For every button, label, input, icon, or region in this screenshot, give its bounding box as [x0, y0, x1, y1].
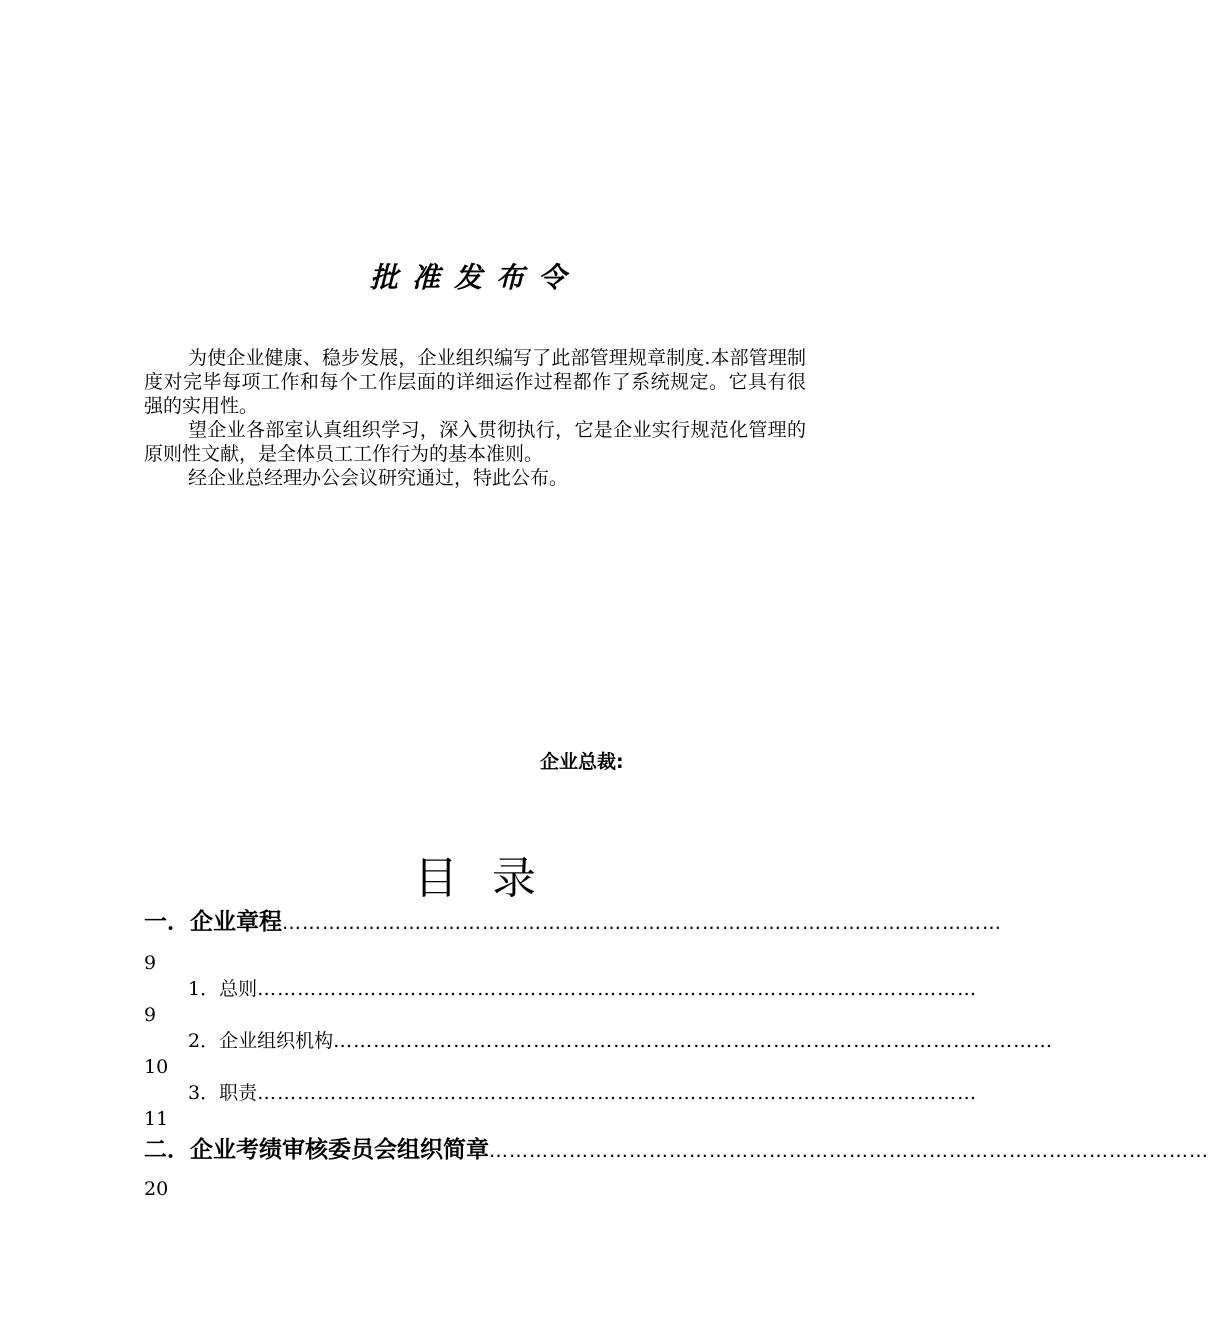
- toc-entry-page: 11: [144, 1108, 169, 1130]
- toc-entry-label: 3．职责: [188, 1082, 258, 1104]
- toc-entry[interactable]: [144, 976, 978, 1028]
- toc-entry-page: 20: [144, 1178, 169, 1200]
- decree-paragraph-3: 经企业总经理办公会议研究通过，特此公布。: [188, 467, 569, 489]
- toc-leader-dots: ………………………………………………………………………………………………: [257, 978, 978, 1000]
- decree-body: [144, 346, 806, 490]
- signature-label: 企业总裁:: [540, 751, 624, 773]
- toc-entry[interactable]: [144, 1080, 978, 1132]
- toc-leader-dots: ………………………………………………………………………………………………: [489, 1140, 1209, 1162]
- toc-leader-dots: ………………………………………………………………………………………………: [333, 1030, 1054, 1052]
- toc-leader-dots: ………………………………………………………………………………………………: [257, 1082, 978, 1104]
- toc-entry[interactable]: [144, 904, 1002, 976]
- toc-entry-page: 10: [144, 1056, 169, 1078]
- toc-entry-label: 二．企业考绩审核委员会组织简章: [144, 1137, 489, 1163]
- toc-entry-page: 9: [144, 952, 157, 974]
- toc-entry-page: 9: [144, 1004, 157, 1026]
- toc-entry[interactable]: [144, 1028, 1054, 1080]
- decree-title: 批准发布令: [369, 261, 580, 294]
- table-of-contents: [144, 904, 1209, 1202]
- decree-paragraph-1: 为使企业健康、稳步发展，企业组织编写了此部管理规章制度.本部管理制度对完毕每项工作和每个工作层面的详细运作过程都作了系统规定。它具有很强的实用性。: [144, 347, 806, 417]
- decree-paragraph-2: 望企业各部室认真组织学习，深入贯彻执行，它是企业实行规范化管理的原则性文献，是全体员工工作行为的基本准则。: [144, 419, 806, 465]
- toc-entry-label: 2．企业组织机构: [188, 1030, 334, 1052]
- toc-title: 目录: [414, 853, 570, 904]
- toc-leader-dots: ………………………………………………………………………………………………: [282, 912, 1002, 934]
- toc-entry-label: 1．总则: [188, 978, 258, 1000]
- toc-entry-label: 一．企业章程: [144, 909, 282, 935]
- toc-entry[interactable]: [144, 1132, 1209, 1202]
